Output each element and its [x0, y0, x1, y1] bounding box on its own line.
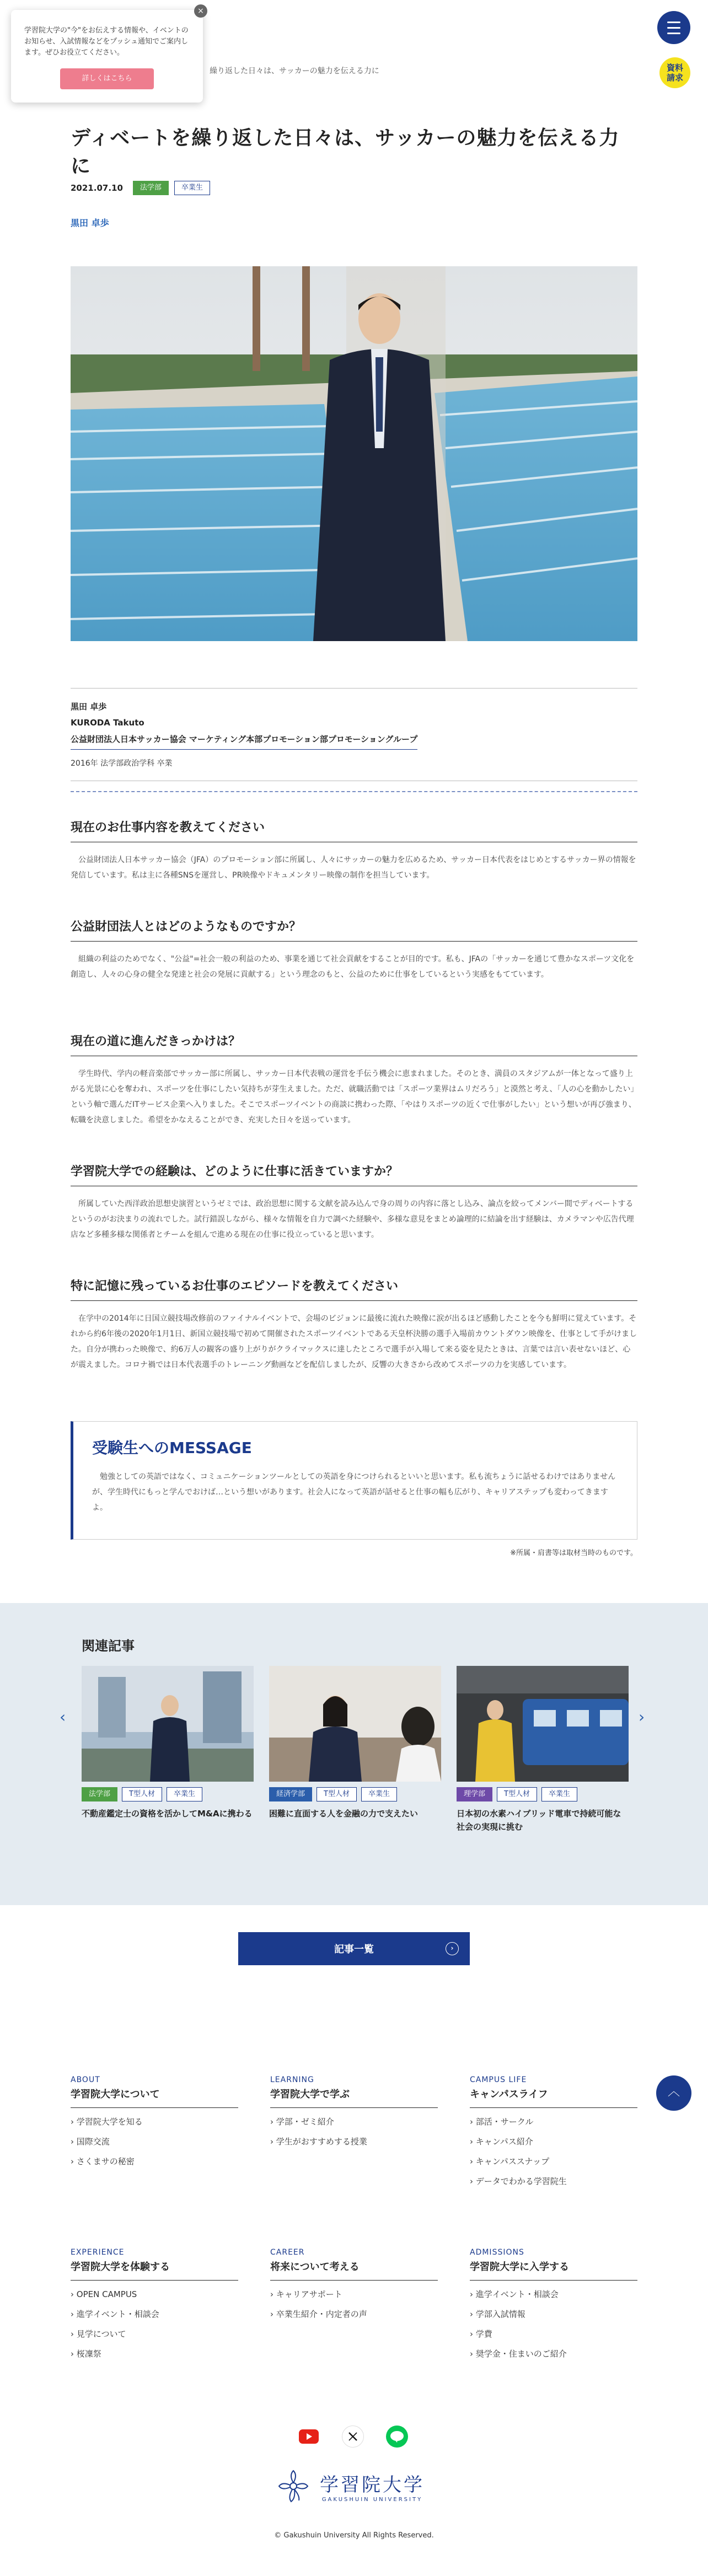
footer-column-admissions [470, 2248, 637, 2370]
card-tag[interactable]: 卒業生 [541, 1787, 577, 1801]
card-tag[interactable]: 卒業生 [361, 1787, 397, 1801]
university-logo[interactable] [276, 2464, 441, 2508]
related-card-image [82, 1666, 254, 1782]
section-body: 在学中の2014年に日国立競技場改修前のファイナルイベントで、会場のビジョンに最後に流れた映像に涙が出るほど感動したことを今も鮮明に覚えています。それから約6年後の2020年1月1日、新国立競技場で初めて開催されたスポーツイベントである天皇杯決勝の選手入場前カウントダウン映像を、仕事として手がけました。自分が携わった映像で、約6万人の観客の盛り上がりがクライマックスに達したところで選手が入場して来る姿を見たときは、言葉では言い表せないほど、心が震えました。コロナ禍では日本代表選手のトレーニング動画などを配信しましたが、反響の大きさから改めてスポーツの力を実感しています。 [71, 1314, 637, 1369]
document-request-label: 資料 請求 [666, 63, 683, 83]
footer-link[interactable]: › 学生がおすすめする授業 [270, 2138, 438, 2146]
article-list-button[interactable] [238, 1932, 470, 1965]
card-title: 不動産鑑定士の資格を活かしてM&Aに携わる [82, 1809, 253, 1819]
footer-column-en: ADMISSIONS [470, 2248, 524, 2257]
related-card[interactable] [457, 1666, 629, 1833]
qa-section [71, 1277, 637, 1373]
message-box [71, 1421, 637, 1540]
footer-column-campus-life [470, 2075, 637, 2197]
carousel-next-icon[interactable]: › [639, 1708, 645, 1726]
qa-section [71, 1032, 637, 1128]
footer-column-title[interactable]: 学習院大学について [71, 2086, 238, 2108]
author-link[interactable]: 黒田 卓歩 [71, 218, 109, 228]
footer-link[interactable]: › 卒業生紹介・内定者の声 [270, 2310, 438, 2319]
close-icon[interactable]: × [194, 4, 207, 18]
footer-link[interactable]: › 進学イベント・相談会 [71, 2310, 238, 2319]
footer-column-en: LEARNING [270, 2075, 314, 2084]
line-icon[interactable] [386, 2426, 408, 2448]
menu-button[interactable] [657, 11, 690, 44]
qa-section [71, 917, 637, 982]
footer-link[interactable]: › 学部入試情報 [470, 2310, 637, 2319]
footer-link[interactable]: › 学費 [470, 2330, 637, 2338]
footer-column-en: EXPERIENCE [71, 2248, 125, 2257]
profile-name: 黒田 卓歩 [71, 702, 107, 712]
footer-column-learning [270, 2075, 438, 2158]
section-body: 公益財団法人日本サッカー協会（JFA）のプロモーション部に所属し、人々にサッカーの魅力を広めるため、サッカー日本代表をはじめとするサッカー界の情報を発信しています。私は主に各種SNSを運営し、PR映像やドキュメンタリー映像の制作を担当しています。 [71, 856, 636, 880]
footer-link[interactable]: › データでわかる学習院生 [470, 2177, 637, 2186]
footer-link[interactable]: › OPEN CAMPUS [71, 2290, 238, 2299]
related-card[interactable] [82, 1666, 254, 1820]
footer-link[interactable]: › 進学イベント・相談会 [470, 2290, 637, 2299]
footer-link[interactable]: › 奨学金・住まいのご紹介 [470, 2350, 637, 2358]
carousel-prev-icon[interactable]: ‹ [60, 1708, 66, 1726]
section-heading: 現在のお仕事内容を教えてください [71, 818, 637, 842]
related-card-image [269, 1666, 441, 1782]
card-tag[interactable]: 卒業生 [167, 1787, 202, 1801]
interview-photo [71, 266, 637, 641]
card-tag[interactable]: T型人材 [317, 1787, 357, 1801]
footer-link[interactable]: › 学習院大学を知る [71, 2118, 238, 2126]
chevron-up-icon: ︿ [667, 2085, 680, 2099]
related-heading: 関連記事 [82, 1638, 135, 1654]
arrow-right-icon: › [446, 1942, 459, 1955]
footer-link[interactable]: › キャリアサポート [270, 2290, 438, 2299]
affiliation-note: ※所属・肩書等は取材当時のものです。 [510, 1549, 637, 1557]
related-card-image [457, 1666, 629, 1782]
footer-link[interactable]: › さくまサの秘密 [71, 2158, 238, 2166]
popup-text: 学習院大学の"今"をお伝えする情報や、イベントのお知らせ、入試情報などをプッシュ通知でご案内します。ぜひお役立てください。 [24, 26, 189, 57]
card-title: 困難に直面する人を金融の力で支えたい [269, 1809, 419, 1819]
footer-link[interactable]: › 見学について [71, 2330, 238, 2338]
qa-section [71, 818, 637, 883]
profile-graduation: 2016年 法学部政治学科 卒業 [71, 757, 637, 781]
page-title: ディベートを繰り返した日々は、サッカーの魅力を伝える力に [71, 127, 620, 178]
footer-link[interactable]: › 国際交流 [71, 2138, 238, 2146]
cherry-blossom-logo-icon [276, 2469, 311, 2504]
youtube-icon[interactable] [298, 2426, 320, 2448]
footer-column-career [270, 2248, 438, 2330]
card-tag[interactable]: 経済学部 [269, 1787, 312, 1801]
section-heading: 特に記憶に残っているお仕事のエピソードを教えてください [71, 1277, 637, 1301]
section-heading: 現在の道に進んだきっかけは？ [71, 1032, 637, 1056]
profile-organization: 公益財団法人日本サッカー協会 マーケティング本部プロモーション部プロモーショングループ [71, 733, 417, 750]
card-title: 日本初の水素ハイブリッド電車で持続可能な社会の実現に挑む [457, 1809, 621, 1832]
related-articles [0, 1603, 708, 1905]
logo-name: 学習院大学 [320, 2474, 425, 2496]
footer-column-title[interactable]: 学習院大学を体験する [71, 2259, 238, 2281]
popup-details-button[interactable]: 詳しくはこちら [60, 68, 154, 89]
footer-link[interactable]: › 学部・ゼミ紹介 [270, 2118, 438, 2126]
section-body: 組織の利益のためでなく、"公益"=社会一般の利益のため、事業を通じて社会貢献をすることが目的です。私も、JFAの「サッカーを通じて豊かなスポーツ文化を創造し、人々の心身の健全な発達と社会の発展に貢献する」という理念のもと、公益のために仕事をしているという実感をもてています。 [71, 955, 635, 979]
footer-column-about [71, 2075, 238, 2177]
section-heading: 学習院大学での経験は、どのように仕事に活きていますか？ [71, 1162, 637, 1186]
article-list-label: 記事一覧 [334, 1944, 374, 1955]
x-icon[interactable] [342, 2426, 364, 2448]
push-notification-popup [11, 7, 204, 103]
card-tag[interactable]: T型人材 [122, 1787, 162, 1801]
footer-column-en: ABOUT [71, 2075, 100, 2084]
card-tag[interactable]: 理学部 [457, 1787, 492, 1801]
hamburger-icon [667, 21, 680, 23]
divider [71, 791, 637, 792]
section-body: 所属していた西洋政治思想史演習というゼミでは、政治思想に関する文献を読み込んで身の周りの内容に落とし込み、論点を絞ってメンバー間でディベートするというのがお決まりの流れでした。試行錯誤しながら、様々な情報を自力で調べた経験や、多様な意見をまとめ論理的に結論を出す経験は、カメラマンや広告代理店など多種多様な関係者とチームを組んで進める現在の仕事に役立っていると思います。 [71, 1200, 634, 1239]
profile-box [71, 688, 637, 792]
stadium-photo-illustration [71, 266, 637, 641]
message-title: 受験生へのMESSAGE [92, 1439, 252, 1457]
qa-section [71, 1162, 637, 1243]
breadcrumb: 繰り返した日々は、サッカーの魅力を伝える力に [210, 67, 379, 76]
footer-column-experience [71, 2248, 238, 2370]
message-body: 勉強としての英語ではなく、コミュニケーションツールとしての英語を身につけられるといいと思います。私も流ちょうに話せるわけではありませんが、学生時代にもっと学んでおけば…という想いがあります。社会人になって英語が話せると仕事の幅も広がり、キャリアステップも変わってきますよ。 [92, 1472, 616, 1512]
back-to-top-button[interactable] [656, 2075, 691, 2111]
footer-column-title[interactable]: 学習院大学で学ぶ [270, 2086, 438, 2108]
footer-link[interactable]: › 部活・サークル [470, 2118, 637, 2126]
footer-column-en: CAMPUS LIFE [470, 2075, 527, 2084]
section-body: 学生時代、学内の軽音楽部でサッカー部に所属し、サッカー日本代表戦の運営を手伝う機会に恵まれました。そのとき、満員のスタジアムが一体となって盛り上がる光景に心を奪われ、スポーツを仕事にしたい気持ちが芽生えました。ただ、就職活動では「スポーツ業界はムリだろう」と漠然と考え、「人の心を動かしたい」という軸で選んだITサービス企業へ入りました。そこでスポーツイベントの商談に携わった際、「やはりスポーツの近くで仕事がしたい」という想いが再び強まり、転職を決意しました。希望をかなえることができ、充実した日々を送っています。 [71, 1069, 636, 1125]
footer-column-title[interactable]: 将来について考える [270, 2259, 438, 2281]
tag-faculty[interactable]: 法学部 [133, 181, 169, 195]
footer-column-title[interactable]: 学習院大学に入学する [470, 2259, 637, 2281]
footer-link[interactable]: › キャンパス紹介 [470, 2138, 637, 2146]
logo-subtitle: GAKUSHUIN UNIVERSITY [321, 2497, 423, 2503]
copyright: © Gakushuin University All Rights Reserved. [274, 2531, 434, 2540]
article-meta [71, 181, 210, 195]
related-card[interactable] [269, 1666, 441, 1820]
footer-column-title[interactable]: キャンパスライフ [470, 2086, 637, 2108]
card-tag[interactable]: 法学部 [82, 1787, 117, 1801]
card-tag[interactable]: T型人材 [497, 1787, 537, 1801]
article-date: 2021.07.10 [71, 183, 123, 193]
profile-name-en: KURODA Takuto [71, 718, 144, 728]
section-heading: 公益財団法人とはどのようなものですか？ [71, 917, 637, 942]
document-request-button[interactable] [659, 57, 690, 88]
footer-link[interactable]: › 桜凜祭 [71, 2350, 238, 2358]
footer-link[interactable]: › キャンパススナップ [470, 2158, 637, 2166]
tag-graduate[interactable]: 卒業生 [174, 181, 210, 195]
footer-column-en: CAREER [270, 2248, 305, 2257]
